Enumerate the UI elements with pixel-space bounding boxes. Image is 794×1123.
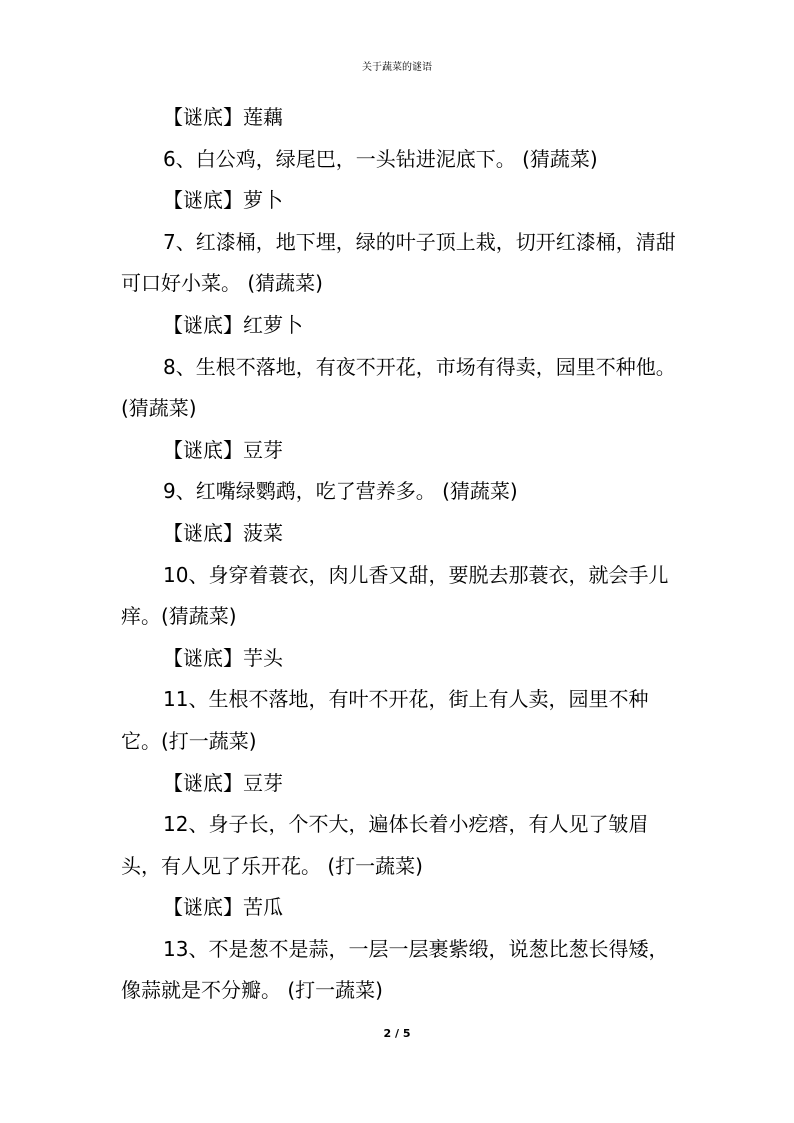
riddle-paragraph: 11、生根不落地，有叶不开花，街上有人卖，园里不种它。(打一蔬菜) xyxy=(121,687,649,753)
riddle-paragraph: 13、不是葱不是蒜，一层一层裹紫缎，说葱比葱长得矮，像蒜就是不分瓣。 (打一蔬菜) xyxy=(121,936,669,1003)
answer-paragraph: 【谜底】豆芽 xyxy=(163,437,283,462)
answer-paragraph: 【谜底】苦瓜 xyxy=(163,895,283,920)
answer-paragraph: 【谜底】红萝卜 xyxy=(163,312,303,337)
document-body xyxy=(121,97,681,1012)
answer-paragraph: 【谜底】豆芽 xyxy=(163,770,283,795)
riddle-paragraph: 12、身子长，个不大，遍体长着小疙瘩，有人见了皱眉头，有人见了乐开花。 (打一蔬菜) xyxy=(121,812,649,878)
riddle-paragraph: 10、身穿着蓑衣，肉儿香又甜，要脱去那蓑衣，就会手儿痒。(猜蔬菜) xyxy=(121,562,669,629)
riddle-paragraph: 6、白公鸡，绿尾巴，一头钻进泥底下。 (猜蔬菜) xyxy=(163,146,598,171)
answer-paragraph: 【谜底】菠菜 xyxy=(163,520,283,545)
answer-paragraph: 【谜底】莲藕 xyxy=(163,105,283,129)
page-number: 2 / 5 xyxy=(383,1027,411,1040)
page-header: 关于蔬菜的谜语 xyxy=(362,62,432,73)
answer-paragraph: 【谜底】芋头 xyxy=(163,645,283,670)
riddle-paragraph: 8、生根不落地，有夜不开花，市场有得卖，园里不种他。(猜蔬菜) xyxy=(121,354,676,421)
riddle-paragraph: 7、红漆桶，地下埋，绿的叶子顶上栽，切开红漆桶，清甜可口好小菜。 (猜蔬菜) xyxy=(121,229,676,296)
riddle-paragraph: 9、红嘴绿鹦鹉，吃了营养多。 (猜蔬菜) xyxy=(163,479,518,504)
answer-paragraph: 【谜底】萝卜 xyxy=(163,188,283,213)
